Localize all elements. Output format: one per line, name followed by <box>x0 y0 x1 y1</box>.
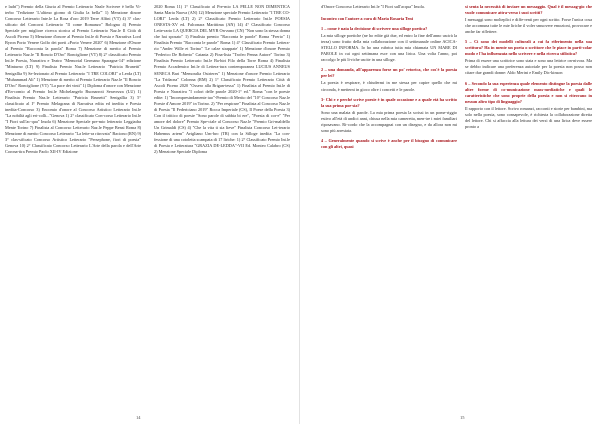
question: 1 – come è nata la decisione di scrivere una silloge poetica? <box>321 26 428 32</box>
intro-text: d'Onore Concorso Letterario Int.le "I Fiori sull'acqua" Imola. <box>321 4 425 9</box>
right-page <box>300 0 600 424</box>
question-continued: si senta la necessità di inviare un messaggio. Qual è il messag-gio che vuole comunicare attra-verso i suoi scritti? <box>465 4 592 16</box>
question: 4 – Generalmente quando si scrive è anche per il bisogno di comunicare con gli altri, quasi <box>321 137 457 149</box>
question: 6 – Secondo la sua esperienza quale elemento distingue la poesia dalle altre forme di co-municazione mass-mediatiche e quali le caratteristiche che sono proprie della poesia e non si ritrovano in nessun altro tipo di linguaggio? <box>465 80 592 104</box>
qa-block <box>321 26 457 150</box>
answer: I messaggi sono molteplici e diffe-renti per ogni scritto. Forse l'unica cosa che accomuna tutte le mie liriche il voler smuovere emozioni, provocare e anche far riflettere. <box>465 17 592 35</box>
awards-list-text: 2020 Roma 11) 1° Classificato al Pre-mio LA PELLE NON DIMENTICA Santa Maria Nuova (AN) 12) Menzione speciale Premio Letterario "I TRE CO-LORI" Lerda (LT) 2) 2° Classificato Premio Letterario Int.le POESIA ONESTA-XV ed. Falconara Marittima (AN) 14) 4° Classificato Concorso Lette-rario LA QUERCIA DEL MYR On-zano (CN) "Non sono la stessa donna che hai sposato" 1) Finalista premio "Racconta le parole" Roma "Frerio" 1) Finalista Premio "Racconta le parole" Roma 1) 4° Classificato Premio Lettera-rio "Ander Wille et Torino" 'Le calze strappate' 1) Menzione d'onore Premio "Federico De Roberto" Catania 2) Fina-lista "Trofeo Penna Autore" Torino 3) Finalista Premio Letterario Int.le Ba-hiri Filo della Torre Roma 4) Finalista Premio Accademico Int.le di Lettera-tura contemporanea LUCIUS ANNEUS SENECA Bari "Memoralia Ostrieres" 1) Menzione d'onore Premio Letterario "La Tridacna" Colonna (RM) 2) 1° Classificato Premio Letterario Città di Ascoli Piceno 2020 "Ossero alla Brigan-tessa" 1) Finalista al Premio Int.le di Poesia e Narrativa "I colori delle parole 2020-1° ed." Roma "con le poesie edite: 1) "Incompresindamente tuo"-Premio di Merito del "10° Concorso Naz.le Poesie d'Amore 2019" in Torino. 2) "Per respirare" Finalista al Concorso Naz.le di Poesia "Il Federiciano 2019" Rocca Imperiale (CS), Il Poese della Poesia 3) Con il trittico di poesie "Sono parole di sabbia bi ere", "Poesia di cor-e" "Per amore del dolore" Premio Spe-ciale al Concorso Naz.le "Premio Gri-maldello Un Grimaldi (CS) 4) "Che la vita ti sia lieve" Finalista Concorso Let-terario Habemus artem" Avigliano Um-bro (TR) con la Silloge inedita "La con-fessione di una cotoletta scampata di 17 liriche: 1) 2° Classificato Premio Int.le di Poesia e Letteratura "GRAZIA DE-LEDDA"-VII Ed. Monteo Calabro (CS) 2) Menzione Speciale Diploma <box>154 4 290 155</box>
question: 2 – una domanda, all'apparenza forse un po' retorica, che cos'è la poesia per lei? <box>321 67 457 79</box>
page-number: 15 <box>460 415 465 420</box>
question: 5 – Ci sono dei modelli culturali a cui fa riferimento nella sua scrittura? Ha in mente un poeta o scrittore che le piace in parti-colar modo e l'ha influenzata nello scrivere e nella ricerca stilistica? <box>465 39 592 57</box>
answer: La poesia è respirare, è chiudermi in me stessa per capire quello che mi circonda, è metterni in gioco oltre i concetti e le parole. <box>321 80 457 92</box>
page-number: 14 <box>136 415 141 420</box>
right-page-column-2 <box>465 4 592 412</box>
left-page-column-2 <box>154 4 290 412</box>
answer: Sono una malata di parole. La mia prima poesia la scrissi in un pome-riggio estivo all'età di undici anni, chiusa nella mia cameretta, men-tre i miei familiari riposavano. Ri-cordo che la accompagnai con un disegno, e da allora non mi sono più arrestata. <box>321 109 457 133</box>
interview-title: Incontro con l'autore a cura di Maria Rosaria Teni <box>321 16 413 22</box>
question: 3- Chi e e perché scrive poesie è in quale occasione e a quale età ha scritto la sua prima poe-sia? <box>321 96 457 108</box>
right-page-column-1 <box>321 4 457 412</box>
answer: Prima di essere una scrittrice sono stata e sono una lettrice on-nivora. Ma se debbo indicare una preferenza autoriale per la poesia non posso non citare due grandi donne: Aldo Merini e Emily Dic-kinson <box>465 58 592 76</box>
answer: Il rapporto con il lettore. Scrivo romanzi, racconti e storie per bambini, ma solo nella poesia, sono consapevole, è richiesta la collaborazione diretta del lettore. Chi si affaccia alla lettura dei versi di una lirica deve essere pronto a <box>465 105 592 129</box>
answer: La mia silloge poetiche (ne ho edite già due, ed entro la fine dell'anno uscirà la terza) sono frutto della mia collaborazione con il settimanale online ACICA-STELLO INFORMA. Io ho una rubrica tutta mia chiamata UN MARE DI PAROLE in cui ogni settimana esce con una lirica. Una volta l'anno, poi raccolgo le più li-riche uscite in una silloge. <box>321 33 457 63</box>
left-page-column-1 <box>5 4 141 412</box>
awards-list-text: e ladri") Premio della Giuria al Premio Letterario Nazle Scrivere è bello Vi-terbo "l'edizione 'L'ultimo giorno di Giulia la bella'" 1) Menzione dinore Concorso Letterario Inte.le La Rosa d'oro 2019 Terre Alfini (VT) 4) 3° clas-sificato del Concorsi Letterario "Il come Romanzo" Bologna 4) Premio Speciale per migliore ricerca storica al Premio Letterario Naz.le Il Città di Ascoli Piceno 5) Menzione d'onore al Premio Int.le di Poesia e Narrativa Lord Byron Porto Venere Golfo dei poeti «Porto Venere 2020" 6) Menzione d'Onore al Premio "Racconta la parola" Roma 7) Menzione di merito al Premio Letterario Naz.le "Il Roncio D'Oro" Ronciglione (VT) 8) 2° classificato Premio Int.le Poesia, Narrativa e Teatro "Memorial Germano Sparagna-14° edizione "Minturno (LT) 9) Finalista Premio Naz.le Letterario "Patricia Brunetti" Senigallia 9) Se-lezionato al Premio Letterario "I TRE COLORI" a Lerda (LT) "Muhammad Ali" 1) Menzione di merito al Premio Letterario Naz.le "Il Roncio D'Oro" Ronciglione (VT) "La pace dei vinti" 1) Diploma d'onore con Menzione d'En-comio al Premio Int.le Michelangelo Buonarroti Seravezza (LU) 1) Finalista Premio Naz.le Letterario "Patricia Brunetti" Senigallia 3) 5° classificato al I° Premio Melagrana di Narrativa edita ed inedita e Poesia inedita-Concorso 3) Encomio d'onore al Concorso Artistico Letterario Int.le "La nobiltà agli ert-colli..."Genova 1) 2° classificato Con-corso Letterario Int.le "I Fiori sull'ac-qua" Imola 6) Menzione Speciale pre-mio letterario Leggiadra Mente Torino 7) Finalista al Concorso Letterario Naz.le Peppe Bensi Roma 8) Menzione di merito Concorso Letterario "La lette-ra ritrovata" Baciono (RN) 9) 3° clas-sificato Concorso Artistico Letterario "Persephone, fiori di poesia" Genova 10) 2° Classificato Concorso Letterario L'Arte della parola e dell'Arte Corona-tira Premio Paolo XII-IV Edizione <box>5 4 141 155</box>
